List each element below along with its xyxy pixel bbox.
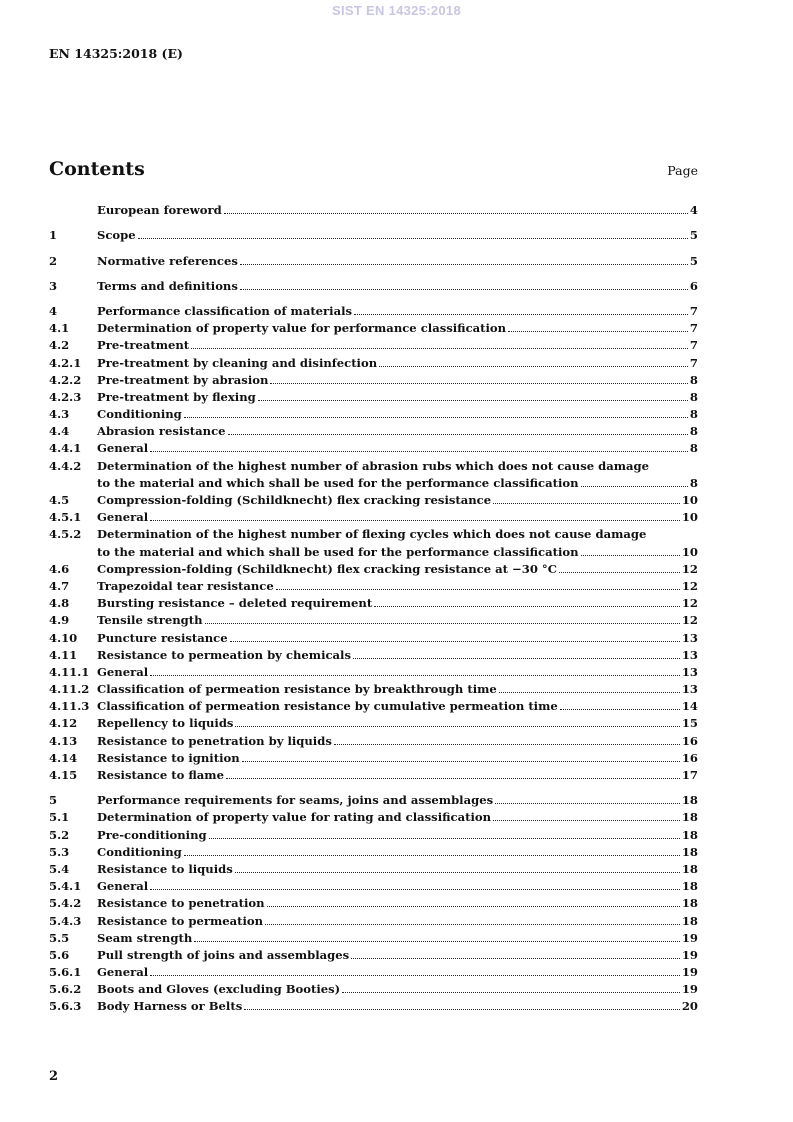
toc-entry-title: Boots and Gloves (excluding Booties) — [97, 982, 341, 997]
toc-entry-title: Resistance to permeation — [97, 913, 264, 928]
footer-page-number: 2 — [49, 1069, 59, 1084]
page-column-label: Page — [667, 163, 698, 178]
toc-entry-page: 18 — [681, 844, 698, 859]
dot-leader — [235, 726, 679, 727]
dot-leader — [224, 213, 688, 214]
toc-entry[interactable] — [49, 791, 698, 808]
toc-entry-title: General — [97, 879, 149, 894]
dot-leader — [150, 520, 680, 521]
dot-leader — [581, 555, 680, 556]
toc-entry[interactable] — [49, 860, 698, 877]
toc-entry-page: 7 — [689, 303, 698, 318]
toc-entry-title: to the material and which shall be used for the performance classification — [97, 475, 579, 490]
toc-entry-title: Resistance to ignition — [97, 750, 240, 765]
toc-entry[interactable] — [49, 997, 698, 1014]
toc-entry-number: 4.11.2 — [49, 682, 90, 697]
toc-entry-title: Pre-treatment by abrasion — [97, 372, 269, 387]
toc-entry-page: 13 — [681, 630, 698, 645]
toc-entry-number: 4.4.1 — [49, 441, 82, 456]
toc-entry-number: 5.6.3 — [49, 999, 82, 1014]
toc-entry[interactable] — [49, 353, 698, 370]
toc-entry[interactable] — [49, 422, 698, 439]
toc-entry-number: 5.4.1 — [49, 879, 82, 894]
toc-entry-number: 4 — [49, 303, 58, 318]
toc-entry-page: 12 — [681, 578, 698, 593]
toc-entry-page: 18 — [681, 879, 698, 894]
toc-entry-number: 4.13 — [49, 733, 78, 748]
toc-entry-page: 18 — [681, 827, 698, 842]
toc-entry[interactable] — [49, 251, 698, 268]
toc-entry-page: 13 — [681, 647, 698, 662]
dot-leader — [342, 992, 680, 993]
toc-entry-page: 8 — [689, 475, 698, 490]
dot-leader — [150, 975, 680, 976]
dot-leader — [559, 572, 680, 573]
toc-entry-title: Classification of permeation resistance by breakthrough time — [97, 682, 497, 697]
toc-entry-page: 7 — [689, 355, 698, 370]
toc-entry[interactable] — [49, 646, 698, 663]
toc-entry-page: 8 — [689, 424, 698, 439]
dot-leader — [150, 675, 680, 676]
toc-entry-title: Body Harness or Belts — [97, 999, 243, 1014]
toc-entry-page: 17 — [681, 768, 698, 782]
contents-title: Contents — [49, 158, 145, 180]
toc-entry[interactable] — [49, 766, 698, 783]
toc-entry-page: 13 — [681, 682, 698, 697]
dot-leader — [228, 434, 688, 435]
toc-entry-number: 4.11.3 — [49, 699, 90, 714]
dot-leader — [235, 872, 680, 873]
dot-leader — [209, 838, 680, 839]
toc-entry-title: Resistance to flame — [97, 768, 224, 782]
toc-entry[interactable] — [49, 731, 698, 748]
toc-entry-title: Bursting resistance – deleted requirement — [97, 596, 373, 611]
toc-entry[interactable] — [49, 560, 698, 577]
toc-entry-number: 4.3 — [49, 407, 70, 422]
toc-entry-number: 4.11.1 — [49, 664, 90, 679]
dot-leader — [194, 941, 680, 942]
toc-entry-page: 10 — [681, 544, 698, 559]
toc-entry-number: 4.2.3 — [49, 389, 82, 404]
toc-entry-page: 6 — [689, 278, 698, 293]
toc-entry-page: 8 — [689, 407, 698, 422]
toc-entry-number: 4.1 — [49, 321, 70, 336]
toc-entry-title: Tensile strength — [97, 613, 203, 628]
toc-entry[interactable] — [49, 611, 698, 628]
toc-entry[interactable] — [49, 336, 698, 353]
dot-leader — [240, 264, 688, 265]
toc-entry-title: Performance classification of materials — [97, 303, 353, 318]
toc-entry-page: 5 — [689, 253, 698, 268]
toc-entry-page: 19 — [681, 947, 698, 962]
toc-entry-page: 12 — [681, 561, 698, 576]
toc-entry-title: Determination of property value for rating and classification — [97, 810, 492, 825]
toc-entry[interactable] — [49, 594, 698, 611]
toc-entry-number: 5.1 — [49, 810, 70, 825]
dot-leader — [265, 924, 680, 925]
toc-entry-title: Repellency to liquids — [97, 716, 234, 731]
toc-entry-page: 4 — [689, 203, 698, 218]
toc-entry-title: Compression-folding (Schildknecht) flex cracking resistance — [97, 493, 492, 507]
toc-entry[interactable] — [49, 663, 698, 680]
toc-entry-number: 4.11 — [49, 647, 78, 662]
document-id: EN 14325:2018 (E) — [49, 46, 183, 61]
toc-entry-page: 7 — [689, 338, 698, 353]
toc-entry-number: 4.4 — [49, 424, 70, 439]
toc-entry[interactable] — [49, 929, 698, 946]
dot-leader — [354, 314, 688, 315]
dot-leader — [379, 366, 688, 367]
dot-leader — [493, 503, 680, 504]
toc-entry-title: Determination of the highest number of abrasion rubs which does not cause damage — [97, 458, 650, 473]
dot-leader — [351, 958, 680, 959]
toc-entry[interactable] — [49, 911, 698, 928]
toc-entry[interactable] — [49, 456, 698, 473]
toc-entry-page: 19 — [681, 965, 698, 980]
toc-entry-page: 12 — [681, 613, 698, 628]
toc-entry-title: Pre-treatment by flexing — [97, 389, 256, 404]
toc-entry-title: Pre-conditioning — [97, 827, 207, 842]
toc-entry-page: 8 — [689, 372, 698, 387]
toc-entry-number: 4.5 — [49, 493, 70, 507]
dot-leader — [334, 744, 680, 745]
toc-entry[interactable] — [49, 491, 698, 508]
toc-entry[interactable] — [49, 714, 698, 731]
toc-entry[interactable] — [49, 277, 698, 294]
dot-leader — [150, 451, 688, 452]
toc-entry[interactable] — [49, 697, 698, 714]
toc-entry[interactable] — [49, 877, 698, 894]
toc-entry-page: 12 — [681, 596, 698, 611]
toc-entry-title: Pre-treatment — [97, 338, 190, 353]
dot-leader — [493, 820, 680, 821]
toc-entry[interactable] — [49, 226, 698, 243]
toc-entry-page: 18 — [681, 810, 698, 825]
dot-leader — [258, 400, 688, 401]
toc-entry-page: 13 — [681, 664, 698, 679]
toc-entry-title: Classification of permeation resistance by cumulative permeation time — [97, 699, 558, 714]
dot-leader — [191, 348, 688, 349]
dot-leader — [205, 623, 680, 624]
toc-entry[interactable] — [49, 963, 698, 980]
toc-entry-page: 16 — [681, 733, 698, 748]
dot-leader — [499, 692, 680, 693]
toc-entry-title: General — [97, 965, 149, 980]
toc-entry[interactable] — [49, 680, 698, 697]
toc-entry[interactable] — [49, 302, 698, 319]
dot-leader — [184, 855, 680, 856]
dot-leader — [230, 641, 680, 642]
toc-entry-title: Compression-folding (Schildknecht) flex cracking resistance at −30 °C — [97, 561, 557, 576]
toc-entry-title: Performance requirements for seams, joins and assemblages — [97, 793, 494, 808]
toc-entry-title: Determination of the highest number of flexing cycles which does not cause damage — [97, 527, 647, 542]
toc-entry-title: General — [97, 441, 149, 456]
toc-entry-title: Scope — [97, 228, 136, 243]
toc-entry[interactable] — [49, 843, 698, 860]
toc-entry-title: Normative references — [97, 253, 238, 268]
toc-entry-number: 5.6 — [49, 947, 70, 962]
toc-entry-number: 4.8 — [49, 596, 70, 611]
toc-entry-number: 4.9 — [49, 613, 70, 628]
toc-entry[interactable] — [49, 628, 698, 645]
toc-entry-title: to the material and which shall be used for the performance classification — [97, 544, 579, 559]
toc-entry-number: 4.7 — [49, 578, 70, 593]
toc-entry-number: 5.3 — [49, 844, 70, 859]
toc-entry-page: 18 — [681, 861, 698, 876]
dot-leader — [560, 709, 680, 710]
toc-entry-number: 4.15 — [49, 768, 78, 782]
dot-leader — [270, 383, 688, 384]
toc-entry[interactable] — [49, 388, 698, 405]
toc-entry-title: Pre-treatment by cleaning and disinfection — [97, 355, 378, 370]
toc-entry-page: 18 — [681, 793, 698, 808]
toc-entry-title: Abrasion resistance — [97, 424, 226, 439]
toc-entry-number: 3 — [49, 278, 58, 293]
dot-leader — [508, 331, 688, 332]
toc-entry-title: Resistance to penetration by liquids — [97, 733, 332, 748]
toc-entry-page: 5 — [689, 228, 698, 243]
toc-entry-number: 4.14 — [49, 750, 78, 765]
dot-leader — [184, 417, 688, 418]
watermark: SIST EN 14325:2018 — [332, 3, 461, 18]
toc-entry-title: Conditioning — [97, 844, 182, 859]
toc-entry-page: 18 — [681, 896, 698, 911]
toc-entry-title: Terms and definitions — [97, 278, 238, 293]
dot-leader — [244, 1009, 680, 1010]
toc-entry-number: 5.6.1 — [49, 965, 82, 980]
toc-entry[interactable] — [49, 894, 698, 911]
toc-entry[interactable] — [49, 825, 698, 842]
toc-entry-number: 4.2 — [49, 338, 70, 353]
dot-leader — [240, 289, 688, 290]
toc-entry-number: 4.6 — [49, 561, 70, 576]
dot-leader — [267, 906, 680, 907]
dot-leader — [353, 658, 680, 659]
toc-entry-number: 5.2 — [49, 827, 70, 842]
dot-leader — [276, 589, 680, 590]
toc-entry-number: 4.5.2 — [49, 527, 82, 542]
toc-entry-number: 2 — [49, 253, 58, 268]
toc-entry-page: 18 — [681, 913, 698, 928]
table-of-contents — [49, 201, 698, 1014]
toc-entry[interactable] — [49, 980, 698, 997]
toc-entry-title: Determination of property value for performance classification — [97, 321, 507, 336]
toc-entry-page: 14 — [681, 699, 698, 714]
toc-entry-page: 19 — [681, 930, 698, 945]
toc-entry-page: 7 — [689, 321, 698, 336]
dot-leader — [242, 761, 680, 762]
toc-entry[interactable] — [49, 808, 698, 825]
dot-leader — [226, 778, 680, 779]
toc-entry-title: Pull strength of joins and assemblages — [97, 947, 350, 962]
toc-entry-title: Resistance to liquids — [97, 861, 233, 876]
toc-entry-title: Resistance to permeation by chemicals — [97, 647, 351, 662]
toc-entry[interactable] — [49, 946, 698, 963]
dot-leader — [495, 803, 680, 804]
toc-entry[interactable] — [49, 577, 698, 594]
dot-leader — [150, 889, 680, 890]
toc-entry-page: 8 — [689, 389, 698, 404]
toc-entry[interactable] — [49, 371, 698, 388]
toc-entry-page: 15 — [681, 716, 698, 731]
toc-entry-title: General — [97, 510, 149, 525]
dot-leader — [374, 606, 680, 607]
toc-entry[interactable] — [49, 525, 698, 542]
toc-entry-number: 5.4 — [49, 861, 70, 876]
toc-entry[interactable] — [49, 201, 698, 218]
toc-entry-continuation[interactable] — [49, 474, 698, 491]
toc-entry-page: 8 — [689, 441, 698, 456]
toc-entry-number: 1 — [49, 228, 58, 243]
toc-entry-page: 19 — [681, 982, 698, 997]
toc-entry-page: 10 — [681, 510, 698, 525]
toc-entry-title: Trapezoidal tear resistance — [97, 578, 274, 593]
toc-entry-number: 4.4.2 — [49, 458, 82, 473]
toc-entry-title: Puncture resistance — [97, 630, 228, 645]
toc-entry-number: 4.10 — [49, 630, 78, 645]
toc-entry-number: 5 — [49, 793, 58, 808]
toc-entry-number: 5.6.2 — [49, 982, 82, 997]
toc-entry-number: 5.4.3 — [49, 913, 82, 928]
toc-entry-number: 4.2.1 — [49, 355, 82, 370]
toc-entry-title: General — [97, 664, 149, 679]
toc-entry-page: 10 — [681, 493, 698, 507]
toc-entry-number: 5.5 — [49, 930, 70, 945]
toc-entry-continuation[interactable] — [49, 542, 698, 559]
toc-entry-title: Resistance to penetration — [97, 896, 265, 911]
toc-entry[interactable] — [49, 749, 698, 766]
toc-entry-page: 20 — [681, 999, 698, 1014]
toc-entry-title: European foreword — [97, 203, 222, 218]
toc-entry-page: 16 — [681, 750, 698, 765]
toc-entry[interactable] — [49, 439, 698, 456]
toc-entry[interactable] — [49, 405, 698, 422]
toc-entry-title: Conditioning — [97, 407, 182, 422]
toc-entry-number: 5.4.2 — [49, 896, 82, 911]
toc-entry-number: 4.12 — [49, 716, 78, 731]
toc-entry[interactable] — [49, 508, 698, 525]
toc-entry[interactable] — [49, 319, 698, 336]
toc-entry-number: 4.2.2 — [49, 372, 82, 387]
dot-leader — [138, 238, 688, 239]
dot-leader — [581, 486, 688, 487]
toc-entry-number: 4.5.1 — [49, 510, 82, 525]
toc-entry-title: Seam strength — [97, 930, 193, 945]
